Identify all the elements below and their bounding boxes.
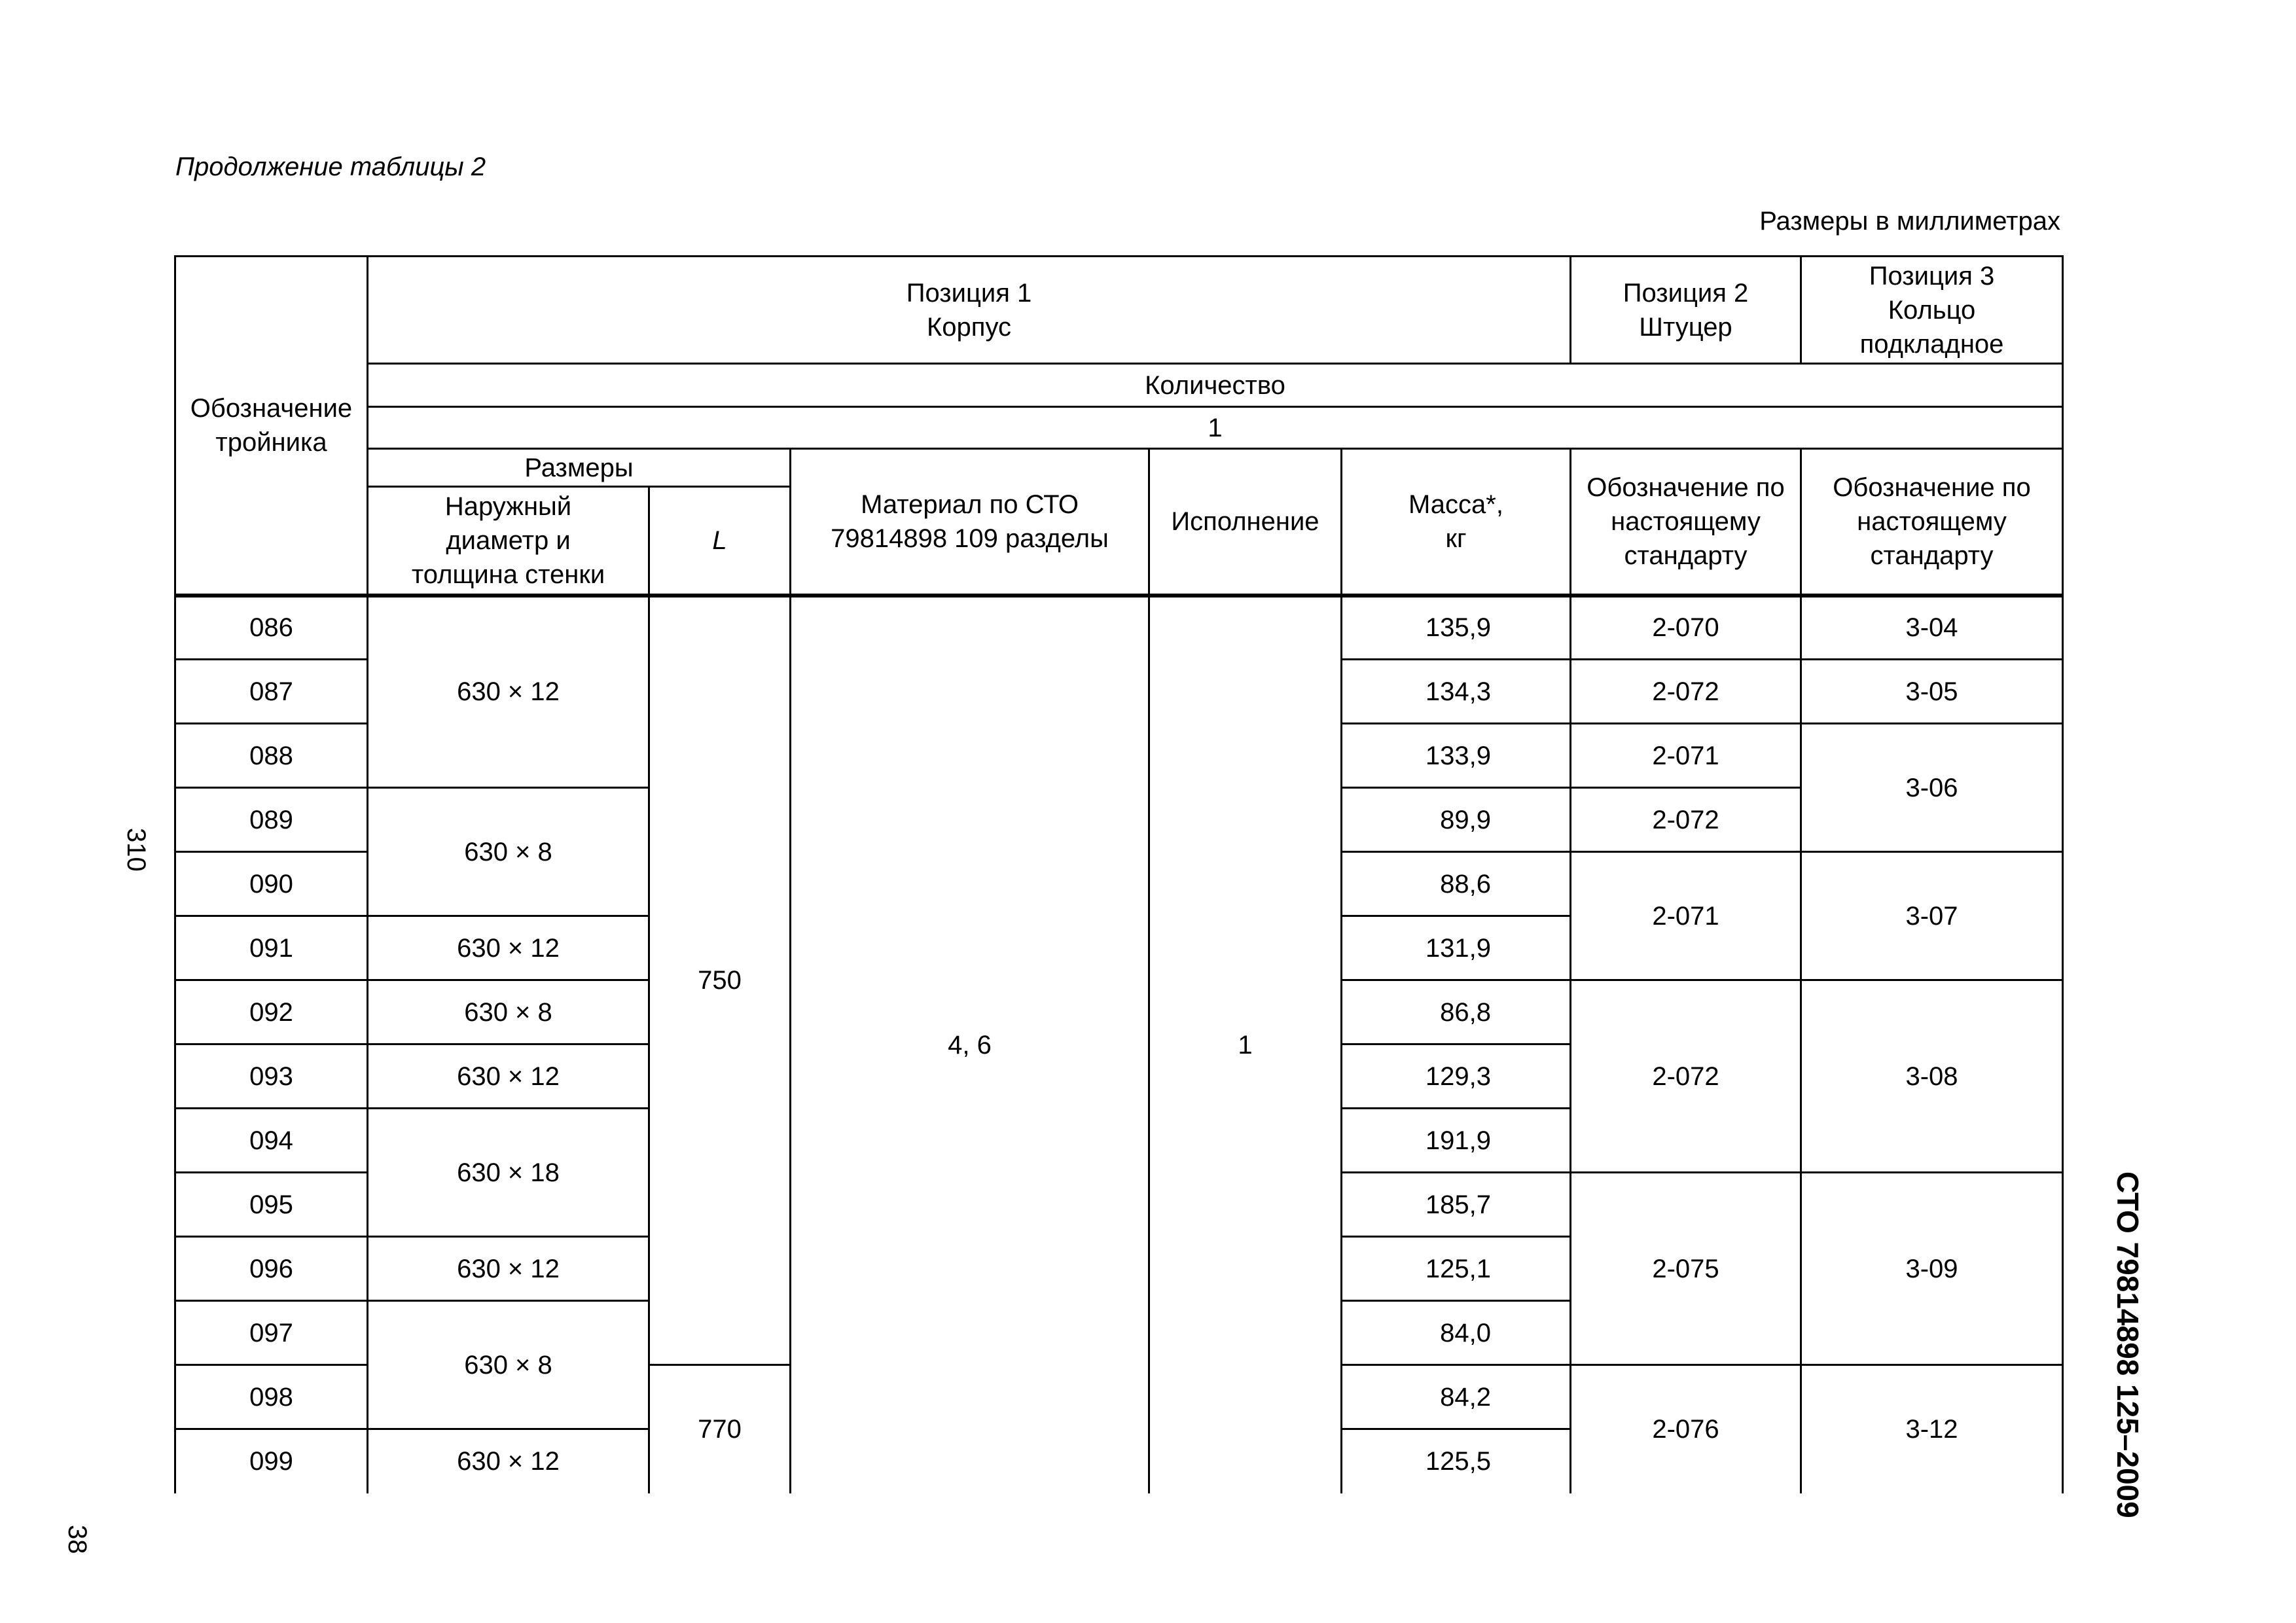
pos2-cell: 2-071 xyxy=(1571,852,1801,980)
row-id: 088 xyxy=(175,724,368,788)
pos3-cell: 3-04 xyxy=(1801,596,2063,660)
header-material: Материал по СТО 79814898 109 разделы xyxy=(791,449,1149,596)
header-pos2-designation: Обозначение по настоящему стандарту xyxy=(1571,449,1801,596)
diameter-cell: 630 × 8 xyxy=(368,980,649,1044)
pos3-cell: 3-12 xyxy=(1801,1365,2063,1493)
header-designation: Обозначение тройника xyxy=(175,257,368,596)
header-pos3-designation: Обозначение по настоящему стандарту xyxy=(1801,449,2063,596)
diameter-cell: 630 × 12 xyxy=(368,1044,649,1109)
row-id: 089 xyxy=(175,788,368,852)
table-caption: Продолжение таблицы 2 xyxy=(175,152,486,181)
material-cell: 4, 6 xyxy=(791,596,1149,1493)
row-id: 097 xyxy=(175,1301,368,1365)
pos2-cell: 2-072 xyxy=(1571,980,1801,1173)
length-cell: 750 xyxy=(649,596,791,1365)
pos2-cell: 2-075 xyxy=(1571,1173,1801,1365)
mass-cell: 125,5 xyxy=(1342,1429,1571,1493)
mass-cell: 84,0 xyxy=(1342,1301,1571,1365)
row-id: 096 xyxy=(175,1237,368,1301)
row-id: 093 xyxy=(175,1044,368,1109)
pos3-cell: 3-09 xyxy=(1801,1173,2063,1365)
pos3-cell: 3-06 xyxy=(1801,724,2063,852)
row-id: 095 xyxy=(175,1173,368,1237)
row-id: 086 xyxy=(175,596,368,660)
pos3-cell: 3-08 xyxy=(1801,980,2063,1173)
mass-cell: 131,9 xyxy=(1342,916,1571,980)
pos2-cell: 2-076 xyxy=(1571,1365,1801,1493)
mass-cell: 125,1 xyxy=(1342,1237,1571,1301)
mass-cell: 89,9 xyxy=(1342,788,1571,852)
row-id: 092 xyxy=(175,980,368,1044)
header-quantity: Количество xyxy=(368,364,2063,407)
row-id: 094 xyxy=(175,1109,368,1173)
diameter-cell: 630 × 12 xyxy=(368,1429,649,1493)
header-dimensions: Размеры xyxy=(368,449,791,487)
header-execution: Исполнение xyxy=(1149,449,1342,596)
execution-cell: 1 xyxy=(1149,596,1342,1493)
diameter-cell: 630 × 12 xyxy=(368,916,649,980)
header-outer-diameter: Наружный диаметр и толщина стенки xyxy=(368,487,649,596)
diameter-cell: 630 × 8 xyxy=(368,788,649,916)
row-id: 087 xyxy=(175,660,368,724)
data-table xyxy=(174,255,2064,1493)
page-number-rotated: 310 xyxy=(122,828,151,872)
mass-cell: 185,7 xyxy=(1342,1173,1571,1237)
diameter-cell: 630 × 12 xyxy=(368,596,649,788)
mass-cell: 84,2 xyxy=(1342,1365,1571,1429)
row-id: 099 xyxy=(175,1429,368,1493)
mass-cell: 86,8 xyxy=(1342,980,1571,1044)
pos2-cell: 2-072 xyxy=(1571,788,1801,852)
row-id: 090 xyxy=(175,852,368,916)
row-id: 098 xyxy=(175,1365,368,1429)
header-pos3: Позиция 3 Кольцо подкладное xyxy=(1801,257,2063,364)
row-id: 091 xyxy=(175,916,368,980)
diameter-cell: 630 × 12 xyxy=(368,1237,649,1301)
mass-cell: 135,9 xyxy=(1342,596,1571,660)
mass-cell: 129,3 xyxy=(1342,1044,1571,1109)
header-pos1: Позиция 1 Корпус xyxy=(368,257,1571,364)
mass-cell: 88,6 xyxy=(1342,852,1571,916)
header-mass: Масса*, кг xyxy=(1342,449,1571,596)
standard-code: СТО 79814898 125–2009 xyxy=(2111,1171,2145,1518)
pos3-cell: 3-07 xyxy=(1801,852,2063,980)
length-cell: 770 xyxy=(649,1365,791,1493)
pos2-cell: 2-072 xyxy=(1571,660,1801,724)
header-length: L xyxy=(649,487,791,596)
pos2-cell: 2-071 xyxy=(1571,724,1801,788)
mass-cell: 191,9 xyxy=(1342,1109,1571,1173)
units-note: Размеры в миллиметрах xyxy=(1759,207,2060,236)
header-pos2: Позиция 2 Штуцер xyxy=(1571,257,1801,364)
mass-cell: 134,3 xyxy=(1342,660,1571,724)
diameter-cell: 630 × 18 xyxy=(368,1109,649,1237)
pos2-cell: 2-070 xyxy=(1571,596,1801,660)
mass-cell: 133,9 xyxy=(1342,724,1571,788)
header-quantity-value: 1 xyxy=(368,407,2063,449)
page-number: 38 xyxy=(63,1525,92,1554)
diameter-cell: 630 × 8 xyxy=(368,1301,649,1429)
pos3-cell: 3-05 xyxy=(1801,660,2063,724)
